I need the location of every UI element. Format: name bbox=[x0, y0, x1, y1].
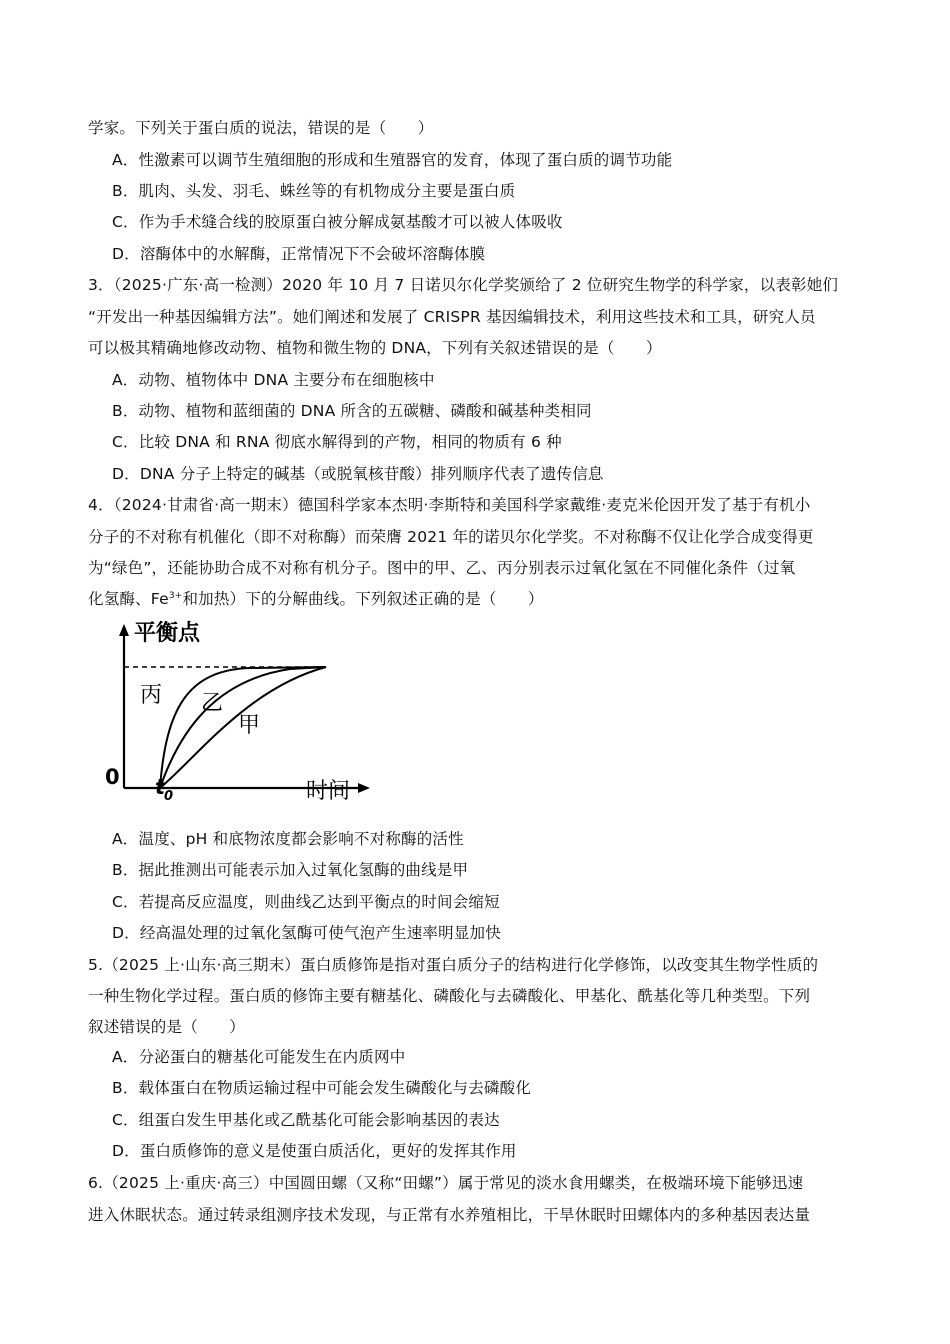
q4-option-a: A．温度、pH 和底物浓度都会影响不对称酶的活性 bbox=[112, 830, 464, 848]
q3-option-b: B．动物、植物和蓝细菌的 DNA 所含的五碳糖、磷酸和碱基种类相同 bbox=[112, 402, 592, 420]
fe-charge-superscript: 3+ bbox=[168, 591, 183, 601]
q2-option-c: C．作为手术缝合线的胶原蛋白被分解成氨基酸才可以被人体吸收 bbox=[112, 213, 563, 231]
q5-option-d: D．蛋白质修饰的意义是使蛋白质活化，更好的发挥其作用 bbox=[112, 1142, 517, 1160]
q4-stem-line-1: 4．（2024·甘肃省·高一期末）德国科学家本杰明·李斯特和美国科学家戴维·麦克米伦因开发了基于有机小 bbox=[88, 496, 811, 514]
x-axis-label: 时间 bbox=[306, 779, 351, 804]
q3-stem-line-2: “开发出一种基因编辑方法”。她们阐述和发展了 CRISPR 基因编辑技术，利用这些技术和工具，研究人员 bbox=[88, 308, 816, 326]
t0-subscript: 0 bbox=[164, 789, 174, 804]
q2-option-a: A．性激素可以调节生殖细胞的形成和生殖器官的发育，体现了蛋白质的调节功能 bbox=[112, 151, 673, 169]
q5-stem-line-2: 一种生物化学过程。蛋白质的修饰主要有糖基化、磷酸化与去磷酸化、甲基化、酰基化等几种类型。下列 bbox=[88, 987, 811, 1005]
q3-option-d: D．DNA 分子上特定的碱基（或脱氧核苷酸）排列顺序代表了遗传信息 bbox=[112, 465, 604, 483]
q4-option-c: C．若提高反应温度，则曲线乙达到平衡点的时间会缩短 bbox=[112, 893, 500, 911]
q4-stem-line-3: 为“绿色”，还能协助合成不对称有机分子。图中的甲、乙、丙分别表示过氧化氢在不同催化条件（过氧 bbox=[88, 559, 796, 577]
q6-stem-line-1: 6.（2025 上·重庆·高三）中国圆田螺（又称“田螺”）属于常见的淡水食用螺类，在极端环境下能够迅速 bbox=[88, 1174, 804, 1192]
q2-option-b: B．肌肉、头发、羽毛、蛛丝等的有机物成分主要是蛋白质 bbox=[112, 182, 516, 200]
q3-option-c: C．比较 DNA 和 RNA 彻底水解得到的产物，相同的物质有 6 种 bbox=[112, 433, 562, 451]
q3-option-a: A．动物、植物体中 DNA 主要分布在细胞核中 bbox=[112, 371, 435, 389]
t0-label: t bbox=[155, 775, 166, 799]
q4-option-d: D．经高温处理的过氧化氢酶可使气泡产生速率明显加快 bbox=[112, 924, 501, 942]
q4-line4-part-a: 化氢酶、Fe bbox=[88, 590, 169, 608]
q3-stem-line-1: 3．（2025·广东·高一检测）2020 年 10 月 7 日诺贝尔化学奖颁给了 2 位研究生物学的科学家，以表彰她们 bbox=[88, 276, 839, 294]
curve-label-jia: 甲 bbox=[238, 713, 261, 738]
curve-label-yi: 乙 bbox=[201, 691, 224, 716]
q2-option-d: D．溶酶体中的水解酶，正常情况下不会破坏溶酶体膜 bbox=[112, 245, 486, 263]
q5-stem-line-3: 叙述错误的是（ ） bbox=[88, 1018, 246, 1036]
q4-stem-line-4 bbox=[88, 589, 544, 609]
q4-stem-line-2: 分子的不对称有机催化（即不对称酶）而荣膺 2021 年的诺贝尔化学奖。不对称酶不仅让化学合成变得更 bbox=[88, 528, 814, 546]
q5-option-b: B．载体蛋白在物质运输过程中可能会发生磷酸化与去磷酸化 bbox=[112, 1079, 532, 1097]
q5-option-c: C．组蛋白发生甲基化或乙酰基化可能会影响基因的表达 bbox=[112, 1111, 500, 1129]
decomposition-curve-figure bbox=[100, 618, 370, 808]
q5-option-a: A．分泌蛋白的糖基化可能发生在内质网中 bbox=[112, 1048, 406, 1066]
q5-stem-line-1: 5.（2025 上·山东·高三期末）蛋白质修饰是指对蛋白质分子的结构进行化学修饰，以改变其生物学性质的 bbox=[88, 956, 819, 974]
x-axis-arrow bbox=[358, 783, 370, 793]
origin-label: 0 bbox=[105, 765, 120, 789]
y-axis-label: 平衡点 bbox=[134, 621, 201, 646]
curve-label-bing: 丙 bbox=[140, 683, 163, 708]
y-axis-arrow bbox=[119, 624, 129, 636]
curve-chart-svg bbox=[100, 618, 370, 808]
q4-option-b: B．据此推测出可能表示加入过氧化氢酶的曲线是甲 bbox=[112, 861, 469, 879]
q3-stem-line-3: 可以极其精确地修改动物、植物和微生物的 DNA，下列有关叙述错误的是（ ） bbox=[88, 339, 662, 357]
q4-line4-part-b: 和加热）下的分解曲线。下列叙述正确的是（ ） bbox=[182, 590, 544, 608]
q2-stem: 学家。下列关于蛋白质的说法，错误的是（ ） bbox=[88, 119, 434, 137]
q6-stem-line-2: 进入休眠状态。通过转录组测序技术发现，与正常有水养殖相比，干旱休眠时田螺体内的多种基因表达量 bbox=[88, 1206, 811, 1224]
